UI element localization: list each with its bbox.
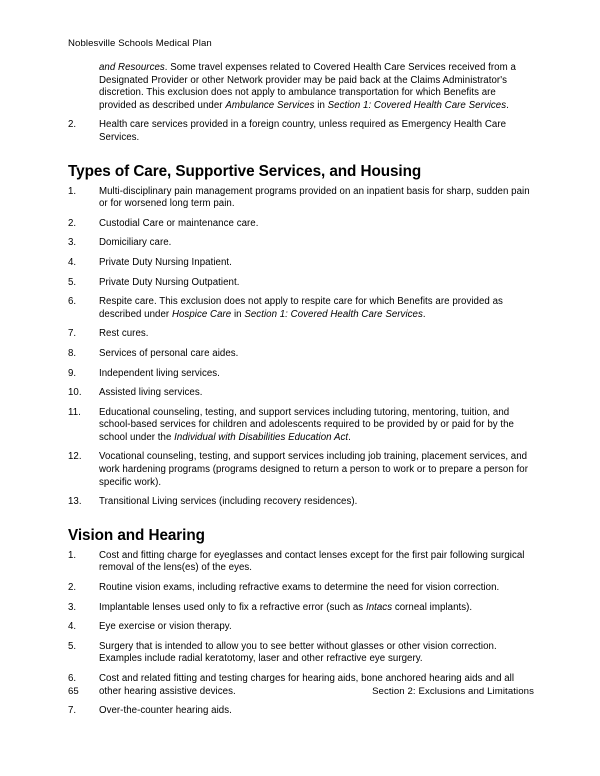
- list-item: [68, 186, 534, 211]
- list-item-number: 13.: [68, 496, 82, 508]
- list-item-text-part: .: [422, 308, 426, 320]
- list-item: [68, 368, 534, 381]
- list-item-text: Vocational counseling, testing, and support services including job training, placement services, and work hardening programs (programs designed to return a person to work or to prepare a person for specific work).: [99, 451, 528, 488]
- list-item-text-part: Implantable lenses used only to fix a refractive error (such as: [99, 601, 366, 613]
- list-item-text: Surgery that is intended to allow you to see better without glasses or other vision correction. Examples include radial keratotomy, laser and other refractive eye surgery.: [99, 640, 497, 665]
- footer-section-label: Section 2: Exclusions and Limitations: [372, 686, 534, 697]
- list-item-number: 12.: [68, 451, 82, 463]
- list-item: [68, 496, 534, 509]
- list-item-text: Custodial Care or maintenance care.: [99, 217, 259, 229]
- list-item-number: 1.: [68, 185, 77, 197]
- list-item: [68, 257, 534, 270]
- list-item-text: Domiciliary care.: [99, 237, 172, 249]
- types-of-care-list: [68, 186, 534, 509]
- list-item-text-part: Respite care. This exclusion does not apply to respite care for which Benefits are provided as described under: [99, 296, 503, 320]
- list-item-text: Eye exercise or vision therapy.: [99, 621, 232, 633]
- list-item: [68, 218, 534, 231]
- list-item-number: 2.: [68, 119, 77, 131]
- list-item-text-part: .: [348, 431, 351, 443]
- list-item-number: 5.: [68, 276, 77, 288]
- list-item: [68, 705, 534, 718]
- list-item-text: Private Duty Nursing Inpatient.: [99, 256, 232, 268]
- list-item-number: 9.: [68, 367, 77, 379]
- list-item-italic-term: Intacs: [365, 601, 393, 613]
- list-item-italic-reference: Section 1: Covered Health Care Services: [244, 308, 423, 320]
- list-item: [68, 237, 534, 250]
- list-item: [68, 621, 534, 634]
- list-item: [68, 407, 534, 445]
- continued-paragraph: [68, 62, 534, 112]
- page-footer: [68, 685, 534, 698]
- list-item: [68, 277, 534, 290]
- list-item-number: 6.: [68, 296, 77, 308]
- list-item-text: Independent living services.: [99, 367, 220, 379]
- list-item-number: 2.: [68, 582, 77, 594]
- list-item-number: 4.: [68, 256, 77, 268]
- section-heading: Types of Care, Supportive Services, and Housing: [68, 162, 422, 180]
- list-item-text: [99, 602, 472, 613]
- continued-paragraph-body-3: .: [506, 99, 509, 111]
- list-item-text: Over-the-counter hearing aids.: [99, 705, 232, 717]
- section-vision-and-hearing: [68, 527, 534, 545]
- list-item-number: 10.: [68, 387, 82, 399]
- list-item-text: Cost and related fitting and testing charges for hearing aids, bone anchored hearing aids and all other hearing assistive devices.: [99, 673, 515, 697]
- list-item: [68, 328, 534, 341]
- continued-paragraph-body-1: . Some travel expenses related to Covered Health Care Services received from a Designated Provider or other Network provider may be paid back at the Claims Administrator's discretion. This exclusion does not apply to ambulance transportation for which Benefits are provided as described under: [99, 62, 516, 111]
- footer-page-number: 65: [68, 686, 79, 697]
- list-item-text: Routine vision exams, including refractive exams to determine the need for vision correction.: [99, 582, 500, 594]
- list-item: [68, 119, 534, 144]
- list-item-text: Cost and fitting charge for eyeglasses and contact lenses except for the first pair following surgical removal of the lens(es) of the eyes.: [99, 549, 525, 574]
- list-item-italic-reference: Individual with Disabilities Education Act: [174, 431, 349, 443]
- list-item-text: [99, 407, 514, 443]
- list-item-text: Rest cures.: [99, 328, 149, 340]
- continued-paragraph-italic-2: Ambulance Services: [225, 99, 315, 111]
- list-item-number: 7.: [68, 705, 77, 717]
- list-item-text: Assisted living services.: [99, 387, 203, 399]
- list-item-text: Private Duty Nursing Outpatient.: [99, 276, 240, 288]
- document-content: [68, 62, 534, 718]
- list-item-number: 11.: [68, 406, 81, 418]
- list-item: [68, 602, 534, 615]
- list-item-text: [99, 296, 503, 320]
- list-item-text: Multi-disciplinary pain management programs provided on an inpatient basis for sharp, sudden pain or for worsened long term pain.: [99, 185, 530, 210]
- list-item-text-part: Educational counseling, testing, and support services including tutoring, mentoring, tuition, and school-based services for children and adolescents required to be provided by or paid for by the school under the: [99, 406, 514, 443]
- list-item-number: 5.: [68, 640, 77, 652]
- list-item-number: 8.: [68, 347, 77, 359]
- section-types-of-care: [68, 163, 534, 181]
- list-item-number: 7.: [68, 328, 77, 340]
- list-item: [68, 387, 534, 400]
- list-item-number: 4.: [68, 621, 77, 633]
- list-item: [68, 582, 534, 595]
- list-item-text: Services of personal care aides.: [99, 347, 239, 359]
- list-item-text-part: corneal implants).: [392, 601, 473, 613]
- list-item-text: Transitional Living services (including recovery residences).: [99, 496, 358, 508]
- list-item-number: 2.: [68, 217, 77, 229]
- list-item-number: 3.: [68, 237, 77, 249]
- list-item-number: 3.: [68, 601, 77, 613]
- list-item: [68, 296, 534, 321]
- continued-paragraph-italic-3: Section 1: Covered Health Care Services: [327, 99, 507, 111]
- list-item-italic-term: Hospice Care: [171, 308, 232, 320]
- list-item: [68, 451, 534, 489]
- continued-paragraph-body-2: in: [314, 99, 328, 111]
- list-item: [68, 641, 534, 666]
- list-item-number: 1.: [68, 549, 77, 561]
- list-item: [68, 550, 534, 575]
- list-item: [68, 348, 534, 361]
- continued-paragraph-italic-lead: and Resources: [99, 62, 165, 73]
- list-item-number: 6.: [68, 673, 77, 684]
- list-item-text: Health care services provided in a foreign country, unless required as Emergency Health Care Services.: [99, 119, 507, 143]
- intro-list: [68, 119, 534, 144]
- section-heading: Vision and Hearing: [68, 526, 205, 544]
- list-item-text-part: in: [231, 308, 245, 320]
- running-header-title: Noblesville Schools Medical Plan: [68, 38, 212, 49]
